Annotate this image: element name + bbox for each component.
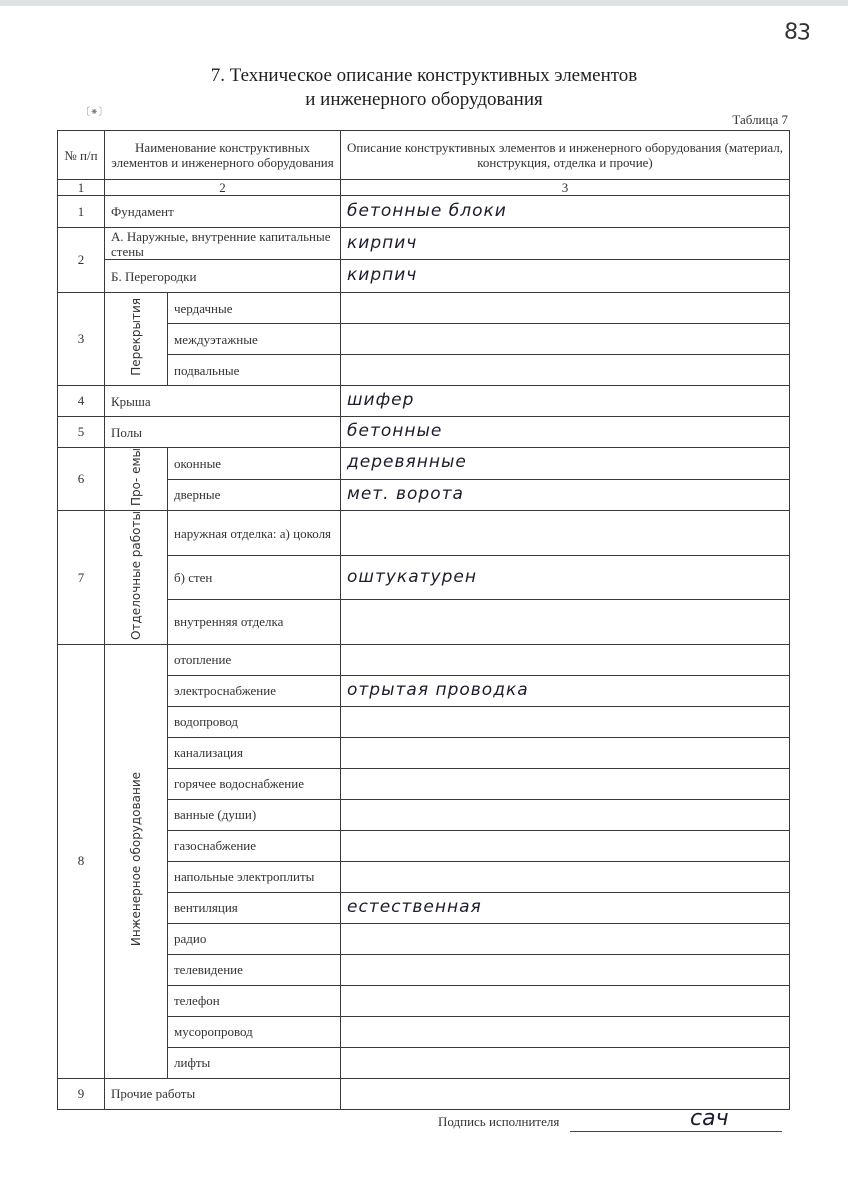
row-value: шифер [341,386,790,417]
signature-mark: сач [690,1106,729,1131]
column-number-2: 2 [105,180,341,196]
row-number: 9 [58,1078,105,1109]
column-number-1: 1 [58,180,105,196]
row-label: водопровод [168,706,341,737]
row-value [341,923,790,954]
table-row [58,556,790,600]
row-label: ванные (души) [168,799,341,830]
header-row [58,131,790,180]
row-label: дверные [168,479,341,511]
row-label: напольные электроплиты [168,861,341,892]
page-number: 83 [783,19,811,46]
header-col-name: Наименование конструктивных элементов и инженерного оборудования [105,131,341,180]
row-label: мусоропровод [168,1016,341,1047]
title-line-1: 7. Техническое описание конструктивных элементов [210,65,638,86]
table-row [58,923,790,954]
row-value [341,293,790,324]
table-row [58,599,790,644]
row-label: междуэтажные [168,324,341,355]
table-row [58,675,790,706]
table-row [58,830,790,861]
row-label: Б. Перегородки [105,260,341,293]
row-value: кирпич [341,260,790,293]
row-value: мет. ворота [341,479,790,511]
row-value [341,599,790,644]
row-label: электроснабжение [168,675,341,706]
row-label: радио [168,923,341,954]
column-number-row [58,180,790,196]
table-row [58,1016,790,1047]
table-row [58,479,790,511]
table-row [58,386,790,417]
row-label: внутренняя отделка [168,599,341,644]
row-value [341,324,790,355]
table-row [58,892,790,923]
row-label: лифты [168,1047,341,1078]
row-number: 6 [58,448,105,511]
table-row [58,228,790,260]
row-label: газоснабжение [168,830,341,861]
row-value [341,954,790,985]
row-value [341,737,790,768]
row-value [341,861,790,892]
signature-label: Подпись исполнителя [438,1114,560,1129]
stamp-mark: 〔⁕〕 [80,107,109,118]
row-number: 2 [58,228,105,293]
row-value [341,644,790,675]
row-value [341,511,790,556]
row-number: 7 [58,511,105,645]
table-row [58,324,790,355]
row-number: 1 [58,196,105,228]
row-label: горячее водоснабжение [168,768,341,799]
table-row [58,417,790,448]
row-group-label: Инженерное оборудование [105,644,168,1078]
table-row [58,644,790,675]
row-label: А. Наружные, внутренние капитальные стены [105,228,341,260]
signature-line [570,1131,782,1132]
title-line-2: и инженерного оборудования [305,89,543,110]
row-number: 8 [58,644,105,1078]
row-value [341,1078,790,1109]
row-group-label: Про- емы [105,448,168,511]
row-value [341,830,790,861]
column-number-3: 3 [341,180,790,196]
table-row [58,448,790,480]
row-value: деревянные [341,448,790,480]
row-value: отрытая проводка [341,675,790,706]
row-label: б) стен [168,556,341,600]
row-label: оконные [168,448,341,480]
table-caption: Таблица 7 [732,112,788,127]
table-row [58,293,790,324]
row-value: оштукатурен [341,556,790,600]
row-label: подвальные [168,355,341,386]
table-row [58,861,790,892]
row-label: Крыша [105,386,341,417]
row-number: 5 [58,417,105,448]
page-title [0,64,848,112]
table-row [58,768,790,799]
row-value: бетонные блоки [341,196,790,228]
row-value [341,706,790,737]
technical-description-table [57,130,790,1110]
table-row [58,511,790,556]
table-row [58,260,790,293]
row-label: Фундамент [105,196,341,228]
table-row [58,355,790,386]
row-label: Прочие работы [105,1078,341,1109]
row-value [341,985,790,1016]
row-label: телефон [168,985,341,1016]
header-col-number: № п/п [58,131,105,180]
header-col-description: Описание конструктивных элементов и инженерного оборудования (материал, конструкция, отделка и прочие) [341,131,790,180]
row-label: наружная отделка: а) цоколя [168,511,341,556]
row-value: кирпич [341,228,790,260]
row-value [341,768,790,799]
table-row [58,1078,790,1109]
row-label: канализация [168,737,341,768]
table-row [58,954,790,985]
row-label: чердачные [168,293,341,324]
row-value [341,1047,790,1078]
row-value: естественная [341,892,790,923]
row-label: телевидение [168,954,341,985]
row-label: Полы [105,417,341,448]
table-row [58,196,790,228]
table-row [58,985,790,1016]
row-value [341,799,790,830]
row-value [341,355,790,386]
row-number: 3 [58,293,105,386]
row-value: бетонные [341,417,790,448]
scan-edge-strip [0,0,848,6]
row-label: отопление [168,644,341,675]
table-row [58,706,790,737]
row-number: 4 [58,386,105,417]
row-value [341,1016,790,1047]
row-label: вентиляция [168,892,341,923]
table-row [58,737,790,768]
row-group-label: Перекрытия [105,293,168,386]
row-group-label: Отделочные работы [105,511,168,645]
table-row [58,799,790,830]
table-row [58,1047,790,1078]
